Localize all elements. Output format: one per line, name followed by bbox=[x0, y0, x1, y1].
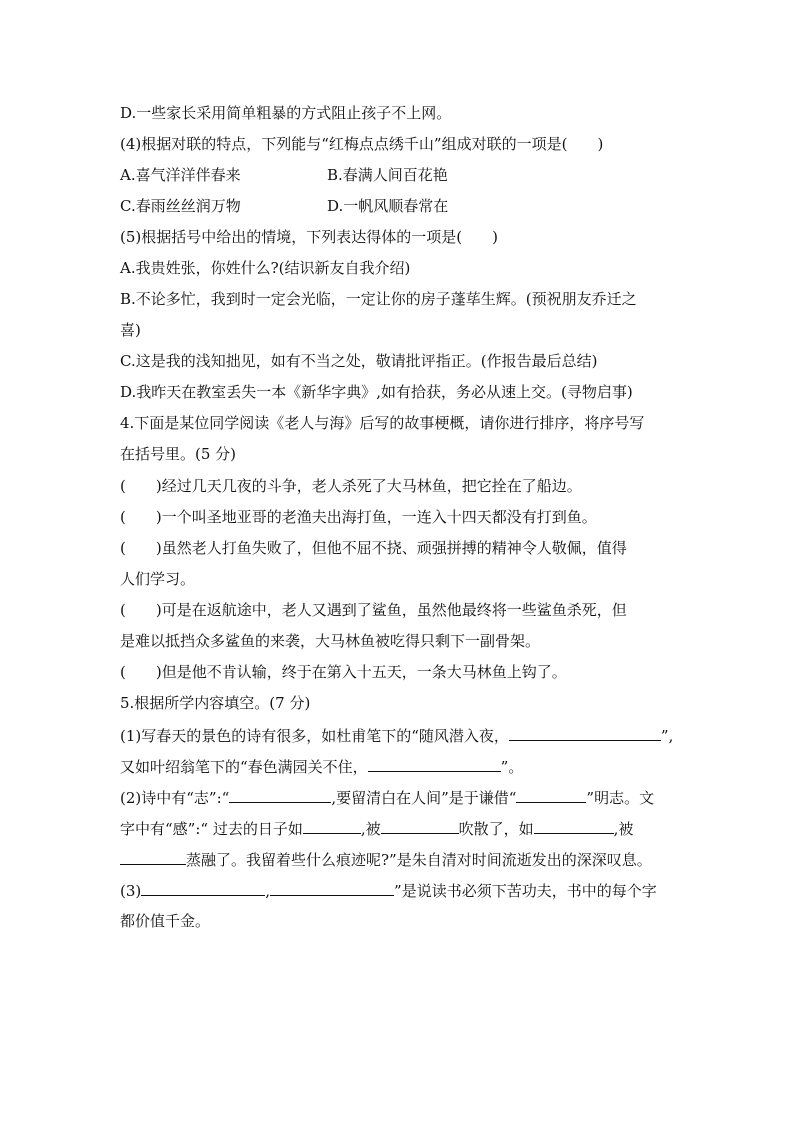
q5-2-text-f: 吹散了，如 bbox=[458, 820, 534, 838]
q4-item-d-line1: ( )可是在返航途中，老人又遇到了鲨鱼，虽然他最终将一些鲨鱼杀死，但 bbox=[120, 601, 627, 619]
q4-item-c-line2: 人们学习。 bbox=[120, 570, 196, 588]
q4-item-a: ( )经过几天几夜的斗争，老人杀死了大马林鱼，把它拴在了船边。 bbox=[120, 477, 582, 495]
q5-2-text-d: 字中有“感”:“ 过去的日子如 bbox=[120, 820, 303, 838]
answer-blank[interactable] bbox=[229, 787, 331, 803]
q3-5-option-b-line2: 喜) bbox=[120, 321, 141, 339]
q5-2-line1 bbox=[120, 787, 654, 808]
answer-blank[interactable] bbox=[141, 880, 265, 896]
q5-3-line2: 都价值千金。 bbox=[120, 912, 211, 930]
q5-3-text-b: , bbox=[265, 882, 271, 900]
answer-blank[interactable] bbox=[303, 818, 361, 834]
q5-1-text-d: ”。 bbox=[500, 758, 524, 776]
answer-blank[interactable] bbox=[509, 725, 661, 741]
q3-4-option-a: A.喜气洋洋伴春来 bbox=[120, 166, 241, 184]
question-3-4: (4)根据对联的特点，下列能与“红梅点点绣千山”组成对联的一项是( ) bbox=[120, 135, 604, 153]
q5-3-text-c: ”是说读书必须下苦功夫，书中的每个字 bbox=[394, 882, 657, 900]
q5-2-text-h: 蒸融了。我留着些什么痕迹呢?”是朱自清对时间流逝发出的深深叹息。 bbox=[186, 851, 652, 869]
q5-2-text-c: ”明志。文 bbox=[586, 789, 655, 807]
answer-blank[interactable] bbox=[534, 818, 614, 834]
answer-blank[interactable] bbox=[516, 787, 586, 803]
answer-blank[interactable] bbox=[120, 849, 186, 865]
q3-4-option-d-prev: D.一些家长采用简单粗暴的方式阻止孩子不上网。 bbox=[120, 104, 452, 122]
q5-1-line1 bbox=[120, 725, 673, 746]
q3-5-option-d: D.我昨天在教室丢失一本《新华字典》,如有拾获，务必从速上交。(寻物启事) bbox=[120, 383, 633, 401]
question-3-5: (5)根据括号中给出的情境，下列表达得体的一项是( ) bbox=[120, 228, 498, 246]
q5-1-line2 bbox=[120, 756, 523, 777]
q4-item-b: ( )一个叫圣地亚哥的老渔夫出海打鱼，一连入十四天都没有打到鱼。 bbox=[120, 508, 597, 526]
q3-4-option-d: D.一帆风顺春常在 bbox=[327, 197, 449, 215]
q5-2-line3 bbox=[120, 849, 652, 870]
q5-2-text-e: ,被 bbox=[360, 820, 381, 838]
q4-item-e: ( )但是他不肯认输，终于在第入十五天，一条大马林鱼上钩了。 bbox=[120, 663, 567, 681]
q3-4-option-b: B.春满人间百花艳 bbox=[327, 166, 448, 184]
answer-blank[interactable] bbox=[381, 818, 459, 834]
q3-5-option-b-line1: B.不论多忙，我到时一定会光临，一定让你的房子蓬荜生辉。(预祝朋友乔迁之 bbox=[120, 290, 637, 308]
answer-blank[interactable] bbox=[368, 756, 501, 772]
q5-1-text-c: 又如叶绍翁笔下的“春色满园关不住， bbox=[120, 758, 368, 776]
q5-1-text-b: ”, bbox=[660, 727, 674, 745]
q5-3-text-a: (3) bbox=[120, 882, 142, 900]
q3-4-option-c: C.春雨丝丝润万物 bbox=[120, 197, 241, 215]
q5-1-text-a: (1)写春天的景色的诗有很多，如杜甫笔下的“随风潜入夜， bbox=[120, 727, 509, 745]
question-4-line1: 4.下面是某位同学阅读《老人与海》后写的故事梗概，请你进行排序，将序号写 bbox=[120, 414, 645, 432]
answer-blank[interactable] bbox=[270, 880, 394, 896]
q4-item-d-line2: 是难以抵挡众多鲨鱼的来袭，大马林鱼被吃得只剩下一副骨架。 bbox=[120, 632, 541, 650]
question-4-line2: 在括号里。(5 分) bbox=[120, 445, 237, 463]
q3-5-option-c: C.这是我的浅知拙见，如有不当之处，敬请批评指正。(作报告最后总结) bbox=[120, 352, 598, 370]
q5-2-line2 bbox=[120, 818, 633, 839]
q5-3-line1 bbox=[120, 880, 657, 901]
q5-2-text-a: (2)诗中有“志”:“ bbox=[120, 789, 230, 807]
q5-2-text-g: ,被 bbox=[613, 820, 634, 838]
question-5: 5.根据所学内容填空。(7 分) bbox=[120, 694, 311, 712]
q3-5-option-a: A.我贵姓张，你姓什么?(结识新友自我介绍) bbox=[120, 259, 411, 277]
q5-2-text-b: ,要留清白在人间”是于谦借“ bbox=[331, 789, 517, 807]
q4-item-c-line1: ( )虽然老人打鱼失败了，但他不屈不挠、顽强拼搏的精神令人敬佩，值得 bbox=[120, 539, 627, 557]
